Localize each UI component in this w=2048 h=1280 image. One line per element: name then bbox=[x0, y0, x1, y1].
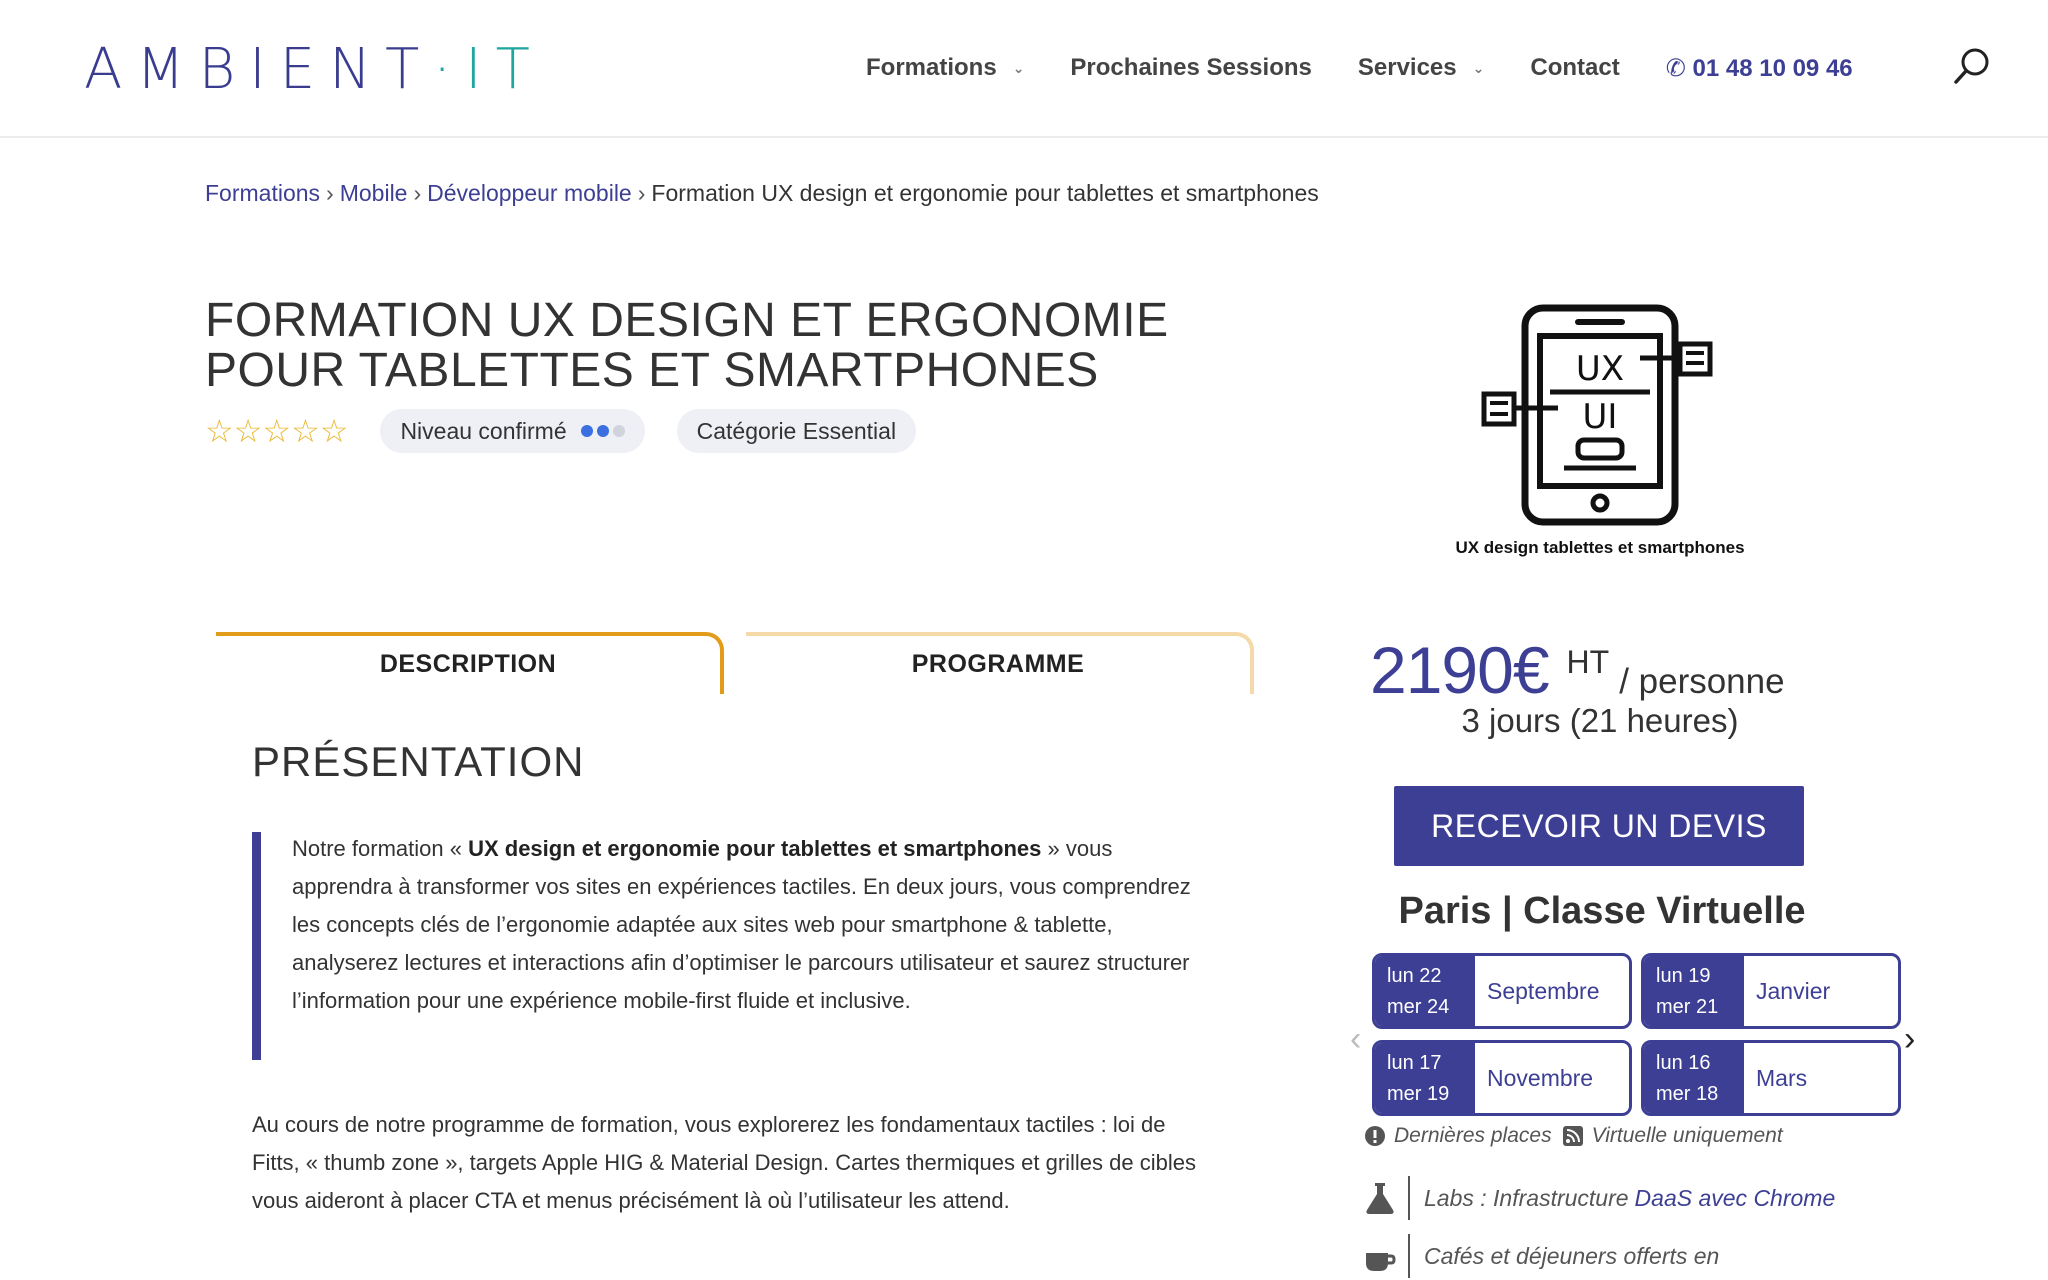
breadcrumb: Formations › Mobile › Développeur mobile › Formation UX design et ergonomie pour tablettes et smartphones bbox=[205, 180, 1319, 206]
carousel-next-icon[interactable]: › bbox=[1904, 1020, 1916, 1058]
breadcrumb-formations[interactable]: Formations bbox=[205, 180, 321, 206]
duration: 3 jours (21 heures) bbox=[1461, 702, 1739, 739]
sessions-title: Paris | Classe Virtuelle bbox=[1398, 890, 1806, 932]
site-logo[interactable] bbox=[84, 38, 544, 100]
labs-info: Labs : Infrastructure DaaS avec Chrome bbox=[1364, 1176, 1835, 1220]
carousel-prev-icon[interactable]: ‹ bbox=[1350, 1020, 1362, 1058]
level-badge: Niveau confirmé bbox=[380, 409, 644, 453]
level-dots bbox=[577, 425, 625, 437]
description-paragraph: Au cours de notre programme de formation, vous explorerez les fondamentaux tactiles : loi de Fitts, « thumb zone », targets Apple HIG & Material Design. Cartes thermiques et grilles de cibles vous aideront à placer CTA et menus précisément là où l’utilisateur les attend. bbox=[252, 1112, 1196, 1213]
meta-row bbox=[205, 408, 948, 454]
nav-contact[interactable]: Contact bbox=[1530, 54, 1620, 81]
svg-text:UX: UX bbox=[1575, 349, 1625, 389]
session-month: Janvier bbox=[1756, 977, 1831, 1004]
star-icon: ☆ bbox=[233, 413, 263, 449]
star-icon: ☆ bbox=[291, 413, 320, 449]
meals-info: Cafés et déjeuners offerts en bbox=[1364, 1234, 1719, 1278]
star-icon: ☆ bbox=[319, 413, 349, 449]
session-dates: lun 19 mer 21 bbox=[1644, 956, 1744, 1026]
session-month: Mars bbox=[1756, 1064, 1808, 1091]
star-icon: ☆ bbox=[205, 413, 234, 449]
level-dot-filled bbox=[597, 425, 609, 437]
quote-bar bbox=[252, 832, 261, 1060]
price-ht: HT bbox=[1566, 644, 1610, 680]
request-quote-button[interactable]: RECEVOIR UN DEVIS bbox=[1394, 786, 1804, 866]
tablet-ux-ui-icon bbox=[1470, 300, 1730, 560]
chevron-down-icon: ⌄ bbox=[1012, 59, 1025, 76]
session-dates: lun 22 mer 24 bbox=[1375, 956, 1475, 1026]
breadcrumb-current: Formation UX design et ergonomie pour tablettes et smartphones bbox=[651, 180, 1319, 206]
session-month: Septembre bbox=[1487, 977, 1600, 1004]
daas-link[interactable]: DaaS avec Chrome bbox=[1634, 1184, 1836, 1211]
nav-prochaines-sessions[interactable]: Prochaines Sessions bbox=[1070, 54, 1312, 81]
session-legend: Dernières places Virtuelle uniquement bbox=[1364, 1124, 1783, 1148]
rss-icon bbox=[1562, 1125, 1584, 1147]
presentation-quote: Notre formation « UX design et ergonomie pour tablettes et smartphones » vous apprendra à transformer vos sites en expériences tactiles. En deux jours, vous comprendrez les concepts clés de l’ergonomie adaptée aux sites web pour smartphone & tablette, analyserez lectures et interactions afin d’optimiser le parcours utilisateur et saurez structurer l’information pour une expérience mobile-first fluide et inclusive. bbox=[292, 836, 1191, 1013]
session-dates: lun 16 mer 18 bbox=[1644, 1043, 1744, 1113]
flask-icon bbox=[1364, 1181, 1396, 1215]
breadcrumb-mobile[interactable]: Mobile bbox=[339, 180, 408, 206]
nav-services[interactable]: Services ⌄ bbox=[1357, 54, 1485, 81]
session-card[interactable] bbox=[1641, 1040, 1901, 1116]
level-dot-filled bbox=[581, 425, 593, 437]
price-per: / personne bbox=[1619, 662, 1785, 701]
svg-text:UI: UI bbox=[1582, 397, 1618, 437]
level-dot-empty bbox=[613, 425, 625, 437]
session-card[interactable] bbox=[1372, 1040, 1632, 1116]
product-caption: UX design tablettes et smartphones bbox=[1455, 538, 1745, 557]
star-icon: ☆ bbox=[262, 413, 292, 449]
page-title: FORMATION UX DESIGN ET ERGONOMIE POUR TABLETTES ET SMARTPHONES bbox=[205, 294, 1169, 397]
chevron-down-icon: ⌄ bbox=[1472, 59, 1485, 76]
coffee-cup-icon bbox=[1364, 1239, 1396, 1273]
tab-programme[interactable]: PROGRAMME bbox=[746, 632, 1254, 694]
site-header bbox=[0, 0, 2048, 138]
section-heading: PRÉSENTATION bbox=[252, 738, 585, 785]
tab-description[interactable]: DESCRIPTION bbox=[216, 632, 724, 694]
search-icon[interactable] bbox=[1952, 46, 1992, 86]
category-badge: Catégorie Essential bbox=[677, 409, 916, 453]
price-row bbox=[1370, 632, 1830, 708]
breadcrumb-developpeur-mobile[interactable]: Développeur mobile bbox=[427, 180, 632, 206]
session-card[interactable] bbox=[1641, 953, 1901, 1029]
star-rating[interactable] bbox=[205, 415, 348, 447]
price: 2190€ bbox=[1370, 633, 1549, 707]
nav-formations[interactable]: Formations ⌄ bbox=[866, 54, 1025, 81]
logo-text: AMBIENT·IT bbox=[84, 36, 544, 102]
exclamation-icon bbox=[1364, 1125, 1386, 1147]
main-nav bbox=[866, 44, 1853, 92]
session-dates: lun 17 mer 19 bbox=[1375, 1043, 1475, 1113]
phone-link[interactable]: ✆ 01 48 10 09 46 bbox=[1665, 54, 1853, 82]
session-card[interactable] bbox=[1372, 953, 1632, 1029]
session-month: Novembre bbox=[1487, 1064, 1594, 1091]
